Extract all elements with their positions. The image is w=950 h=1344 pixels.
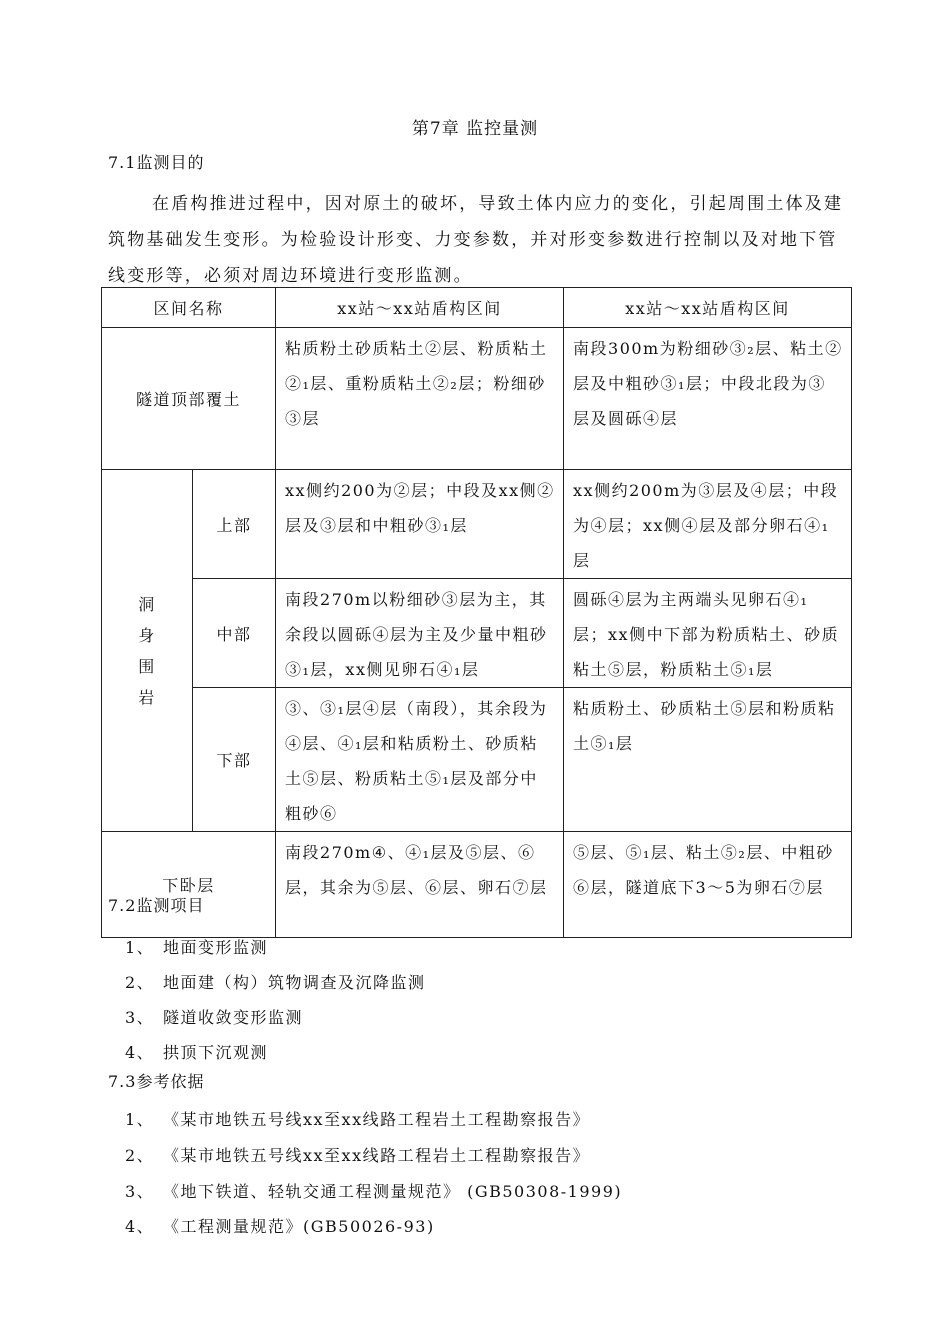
table-cell: ③、③₁层④层（南段），其余段为④层、④₁层和粘质粉土、砂质粘土⑤层、粉质粘土⑤₁层及部分中粗砂⑥	[276, 688, 564, 832]
table-row	[102, 470, 852, 579]
table-cell: 南段270m以粉细砂③层为主，其余段以圆砾④层为主及少量中粗砂③₁层，xx侧见卵石④₁层	[276, 579, 564, 688]
table-row	[102, 832, 852, 938]
list-number: 1、	[125, 938, 155, 957]
section-heading-purpose: 7.1监测目的	[108, 153, 205, 172]
list-number: 4、	[125, 1217, 155, 1236]
row-label: 下卧层	[102, 832, 276, 938]
table-cell: 粘质粉土砂质粘土②层、粉质粘土②₁层、重粉质粘土②₂层；粉细砂③层	[276, 328, 564, 470]
list-text: 隧道收敛变形监测	[163, 1008, 304, 1027]
reference-item	[125, 1143, 590, 1166]
reference-item	[125, 1179, 622, 1202]
reference-text: 《某市地铁五号线xx至xx线路工程岩土工程勘察报告》	[163, 1146, 591, 1165]
table-header-cell: 区间名称	[102, 288, 276, 328]
list-item	[125, 1005, 303, 1028]
reference-item	[125, 1214, 435, 1237]
list-item	[125, 935, 268, 958]
sub-label: 中部	[193, 579, 276, 688]
table-header-cell: xx站～xx站盾构区间	[564, 288, 852, 328]
chapter-title: 第7章 监控量测	[411, 119, 539, 139]
table-cell: 南段270m④、④₁层及⑤层、⑥层，其余为⑤层、⑥层、卵石⑦层	[276, 832, 564, 938]
table-header-cell: xx站～xx站盾构区间	[276, 288, 564, 328]
list-item	[125, 970, 426, 993]
list-number: 2、	[125, 973, 155, 992]
section-heading-items: 7.2监测项目	[108, 896, 205, 915]
table-header-row	[102, 288, 852, 328]
list-text: 地面建（构）筑物调查及沉降监测	[163, 973, 426, 992]
reference-text: 《工程测量规范》(GB50026-93)	[163, 1217, 435, 1236]
row-label: 隧道顶部覆土	[102, 328, 276, 470]
reference-item	[125, 1107, 590, 1130]
list-text: 拱顶下沉观测	[163, 1043, 269, 1062]
list-number: 4、	[125, 1043, 155, 1062]
sub-label: 上部	[193, 470, 276, 579]
table-row	[102, 579, 852, 688]
group-label: 洞身围岩	[138, 594, 156, 707]
table-cell: 圆砾④层为主两端头见卵石④₁层；xx侧中下部为粉质粘土、砂质粘土⑤层，粉质粘土⑤₁层	[564, 579, 852, 688]
list-number: 1、	[125, 1110, 155, 1129]
list-number: 3、	[125, 1008, 155, 1027]
table-cell: 南段300m为粉细砂③₂层、粘土②层及中粗砂③₁层；中段北段为③层及圆砾④层	[564, 328, 852, 470]
table-row	[102, 688, 852, 832]
table-cell: xx侧约200为②层；中段及xx侧②层及③层和中粗砂③₁层	[276, 470, 564, 579]
table-cell: ⑤层、⑤₁层、粘土⑤₂层、中粗砂⑥层，隧道底下3～5为卵石⑦层	[564, 832, 852, 938]
sub-label: 下部	[193, 688, 276, 832]
list-number: 3、	[125, 1182, 155, 1201]
purpose-paragraph: 在盾构推进过程中，因对原土的破坏，导致土体内应力的变化，引起周围土体及建筑物基础发生变形。为检验设计形变、力变参数，并对形变参数进行控制以及对地下管线变形等，必须对周边环境进行变形监测。	[108, 194, 844, 286]
list-text: 地面变形监测	[163, 938, 269, 957]
section-heading-references: 7.3参考依据	[108, 1072, 205, 1091]
table-row	[102, 328, 852, 470]
reference-text: 《某市地铁五号线xx至xx线路工程岩土工程勘察报告》	[163, 1110, 591, 1129]
group-label-cell	[102, 470, 193, 832]
reference-text: 《地下铁道、轻轨交通工程测量规范》 (GB50308-1999)	[163, 1182, 623, 1201]
strata-table	[101, 287, 852, 938]
table-cell: 粘质粉土、砂质粘土⑤层和粉质粘土⑤₁层	[564, 688, 852, 832]
list-number: 2、	[125, 1146, 155, 1165]
table-cell: xx侧约200m为③层及④层；中段为④层；xx侧④层及部分卵石④₁层	[564, 470, 852, 579]
list-item	[125, 1040, 268, 1063]
